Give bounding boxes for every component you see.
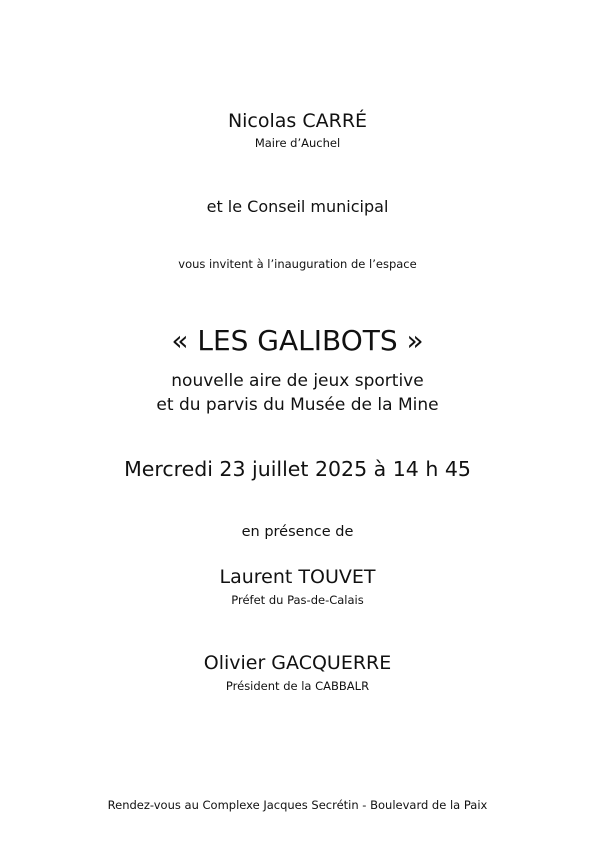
council-line: et le Conseil municipal bbox=[206, 197, 389, 216]
event-date: Mercredi 23 juillet 2025 à 14 h 45 bbox=[124, 457, 471, 481]
venue-line: Rendez-vous au Complexe Jacques Secrétin - Boulevard de la Paix bbox=[107, 798, 488, 812]
event-title: « LES GALIBOTS » bbox=[171, 324, 424, 357]
event-subtitle-line-2: et du parvis du Musée de la Mine bbox=[156, 395, 439, 415]
invitation-line: vous invitent à l’inauguration de l’espace bbox=[178, 257, 417, 271]
guest-name: Laurent TOUVET bbox=[219, 566, 376, 588]
host-role: Maire d’Auchel bbox=[254, 136, 341, 150]
event-subtitle-line-1: nouvelle aire de jeux sportive bbox=[171, 371, 424, 391]
guest-name: Olivier GACQUERRE bbox=[203, 652, 392, 674]
guest-role: Président de la CABBALR bbox=[225, 679, 370, 693]
presence-line: en présence de bbox=[241, 524, 354, 540]
guest-role: Préfet du Pas-de-Calais bbox=[231, 593, 364, 607]
host-name: Nicolas CARRÉ bbox=[227, 110, 368, 132]
